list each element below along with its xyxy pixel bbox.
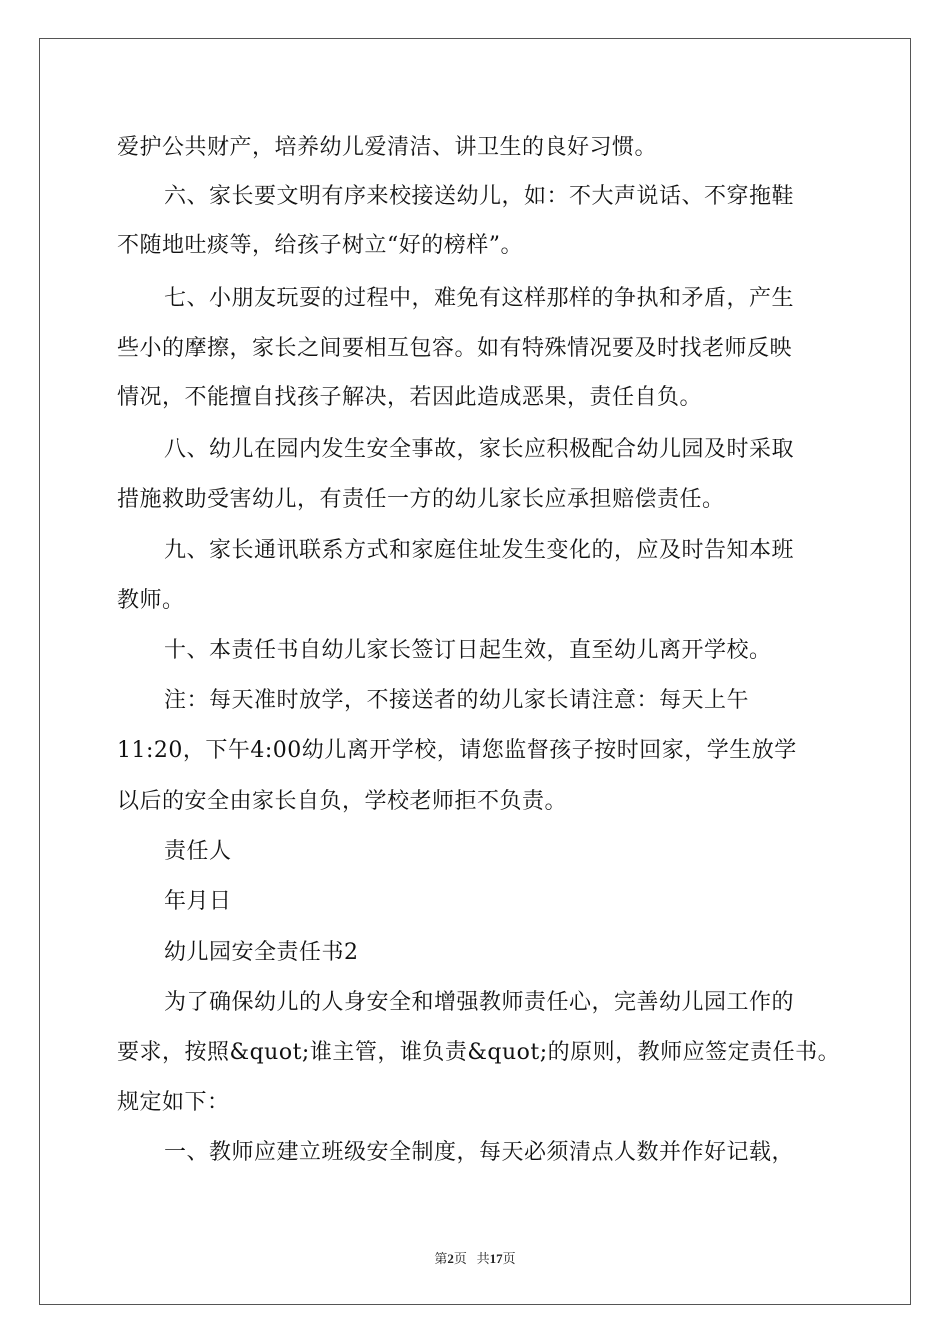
text-line: 11:20，下午4:00幼儿离开学校，请您监督孩子按时回家，学生放学 bbox=[117, 738, 797, 763]
text-line: 要求，按照&quot;谁主管，谁负责&quot;的原则，教师应签定责任书。 bbox=[117, 1040, 841, 1065]
text-line: 十、本责任书自幼儿家长签订日起生效，直至幼儿离开学校。 bbox=[164, 638, 772, 663]
text-line: 情况，不能擅自找孩子解决，若因此造成恶果，责任自负。 bbox=[117, 385, 703, 410]
text-line: 爱护公共财产，培养幼儿爱清洁、讲卫生的良好习惯。 bbox=[117, 135, 658, 160]
section-title: 幼儿园安全责任书2 bbox=[164, 940, 359, 965]
page-current: 2 bbox=[447, 1251, 454, 1266]
text-line: 八、幼儿在园内发生安全事故，家长应积极配合幼儿园及时采取 bbox=[164, 437, 795, 462]
text-line: 规定如下： bbox=[117, 1090, 230, 1115]
text-line: 九、家长通讯联系方式和家庭住址发生变化的，应及时告知本班 bbox=[164, 538, 795, 563]
page-footer bbox=[0, 1248, 950, 1267]
text-line: 以后的安全由家长自负，学校老师拒不负责。 bbox=[117, 789, 568, 814]
text-line: 注：每天准时放学，不接送者的幼儿家长请注意：每天上午 bbox=[164, 688, 750, 713]
signature-label: 责任人 bbox=[164, 839, 232, 864]
text-line: 六、家长要文明有序来校接送幼儿，如：不大声说话、不穿拖鞋 bbox=[164, 184, 795, 209]
page-total: 17 bbox=[489, 1251, 503, 1266]
page-prefix: 第 bbox=[434, 1251, 448, 1266]
total-suffix: 页 bbox=[502, 1251, 516, 1266]
total-prefix: 共 bbox=[476, 1251, 490, 1266]
text-line: 七、小朋友玩耍的过程中，难免有这样那样的争执和矛盾，产生 bbox=[164, 286, 795, 311]
text-line: 不随地吐痰等，给孩子树立“好的榜样”。 bbox=[117, 233, 523, 258]
text-line: 些小的摩擦，家长之间要相互包容。如有特殊情况要及时找老师反映 bbox=[117, 336, 793, 361]
date-label: 年月日 bbox=[164, 889, 232, 914]
text-line: 措施救助受害幼儿，有责任一方的幼儿家长应承担赔偿责任。 bbox=[117, 487, 725, 512]
text-line: 为了确保幼儿的人身安全和增强教师责任心，完善幼儿园工作的 bbox=[164, 990, 795, 1015]
text-line: 一、教师应建立班级安全制度，每天必须清点人数并作好记载， bbox=[164, 1140, 795, 1165]
page-suffix: 页 bbox=[453, 1251, 467, 1266]
text-line: 教师。 bbox=[117, 588, 185, 613]
